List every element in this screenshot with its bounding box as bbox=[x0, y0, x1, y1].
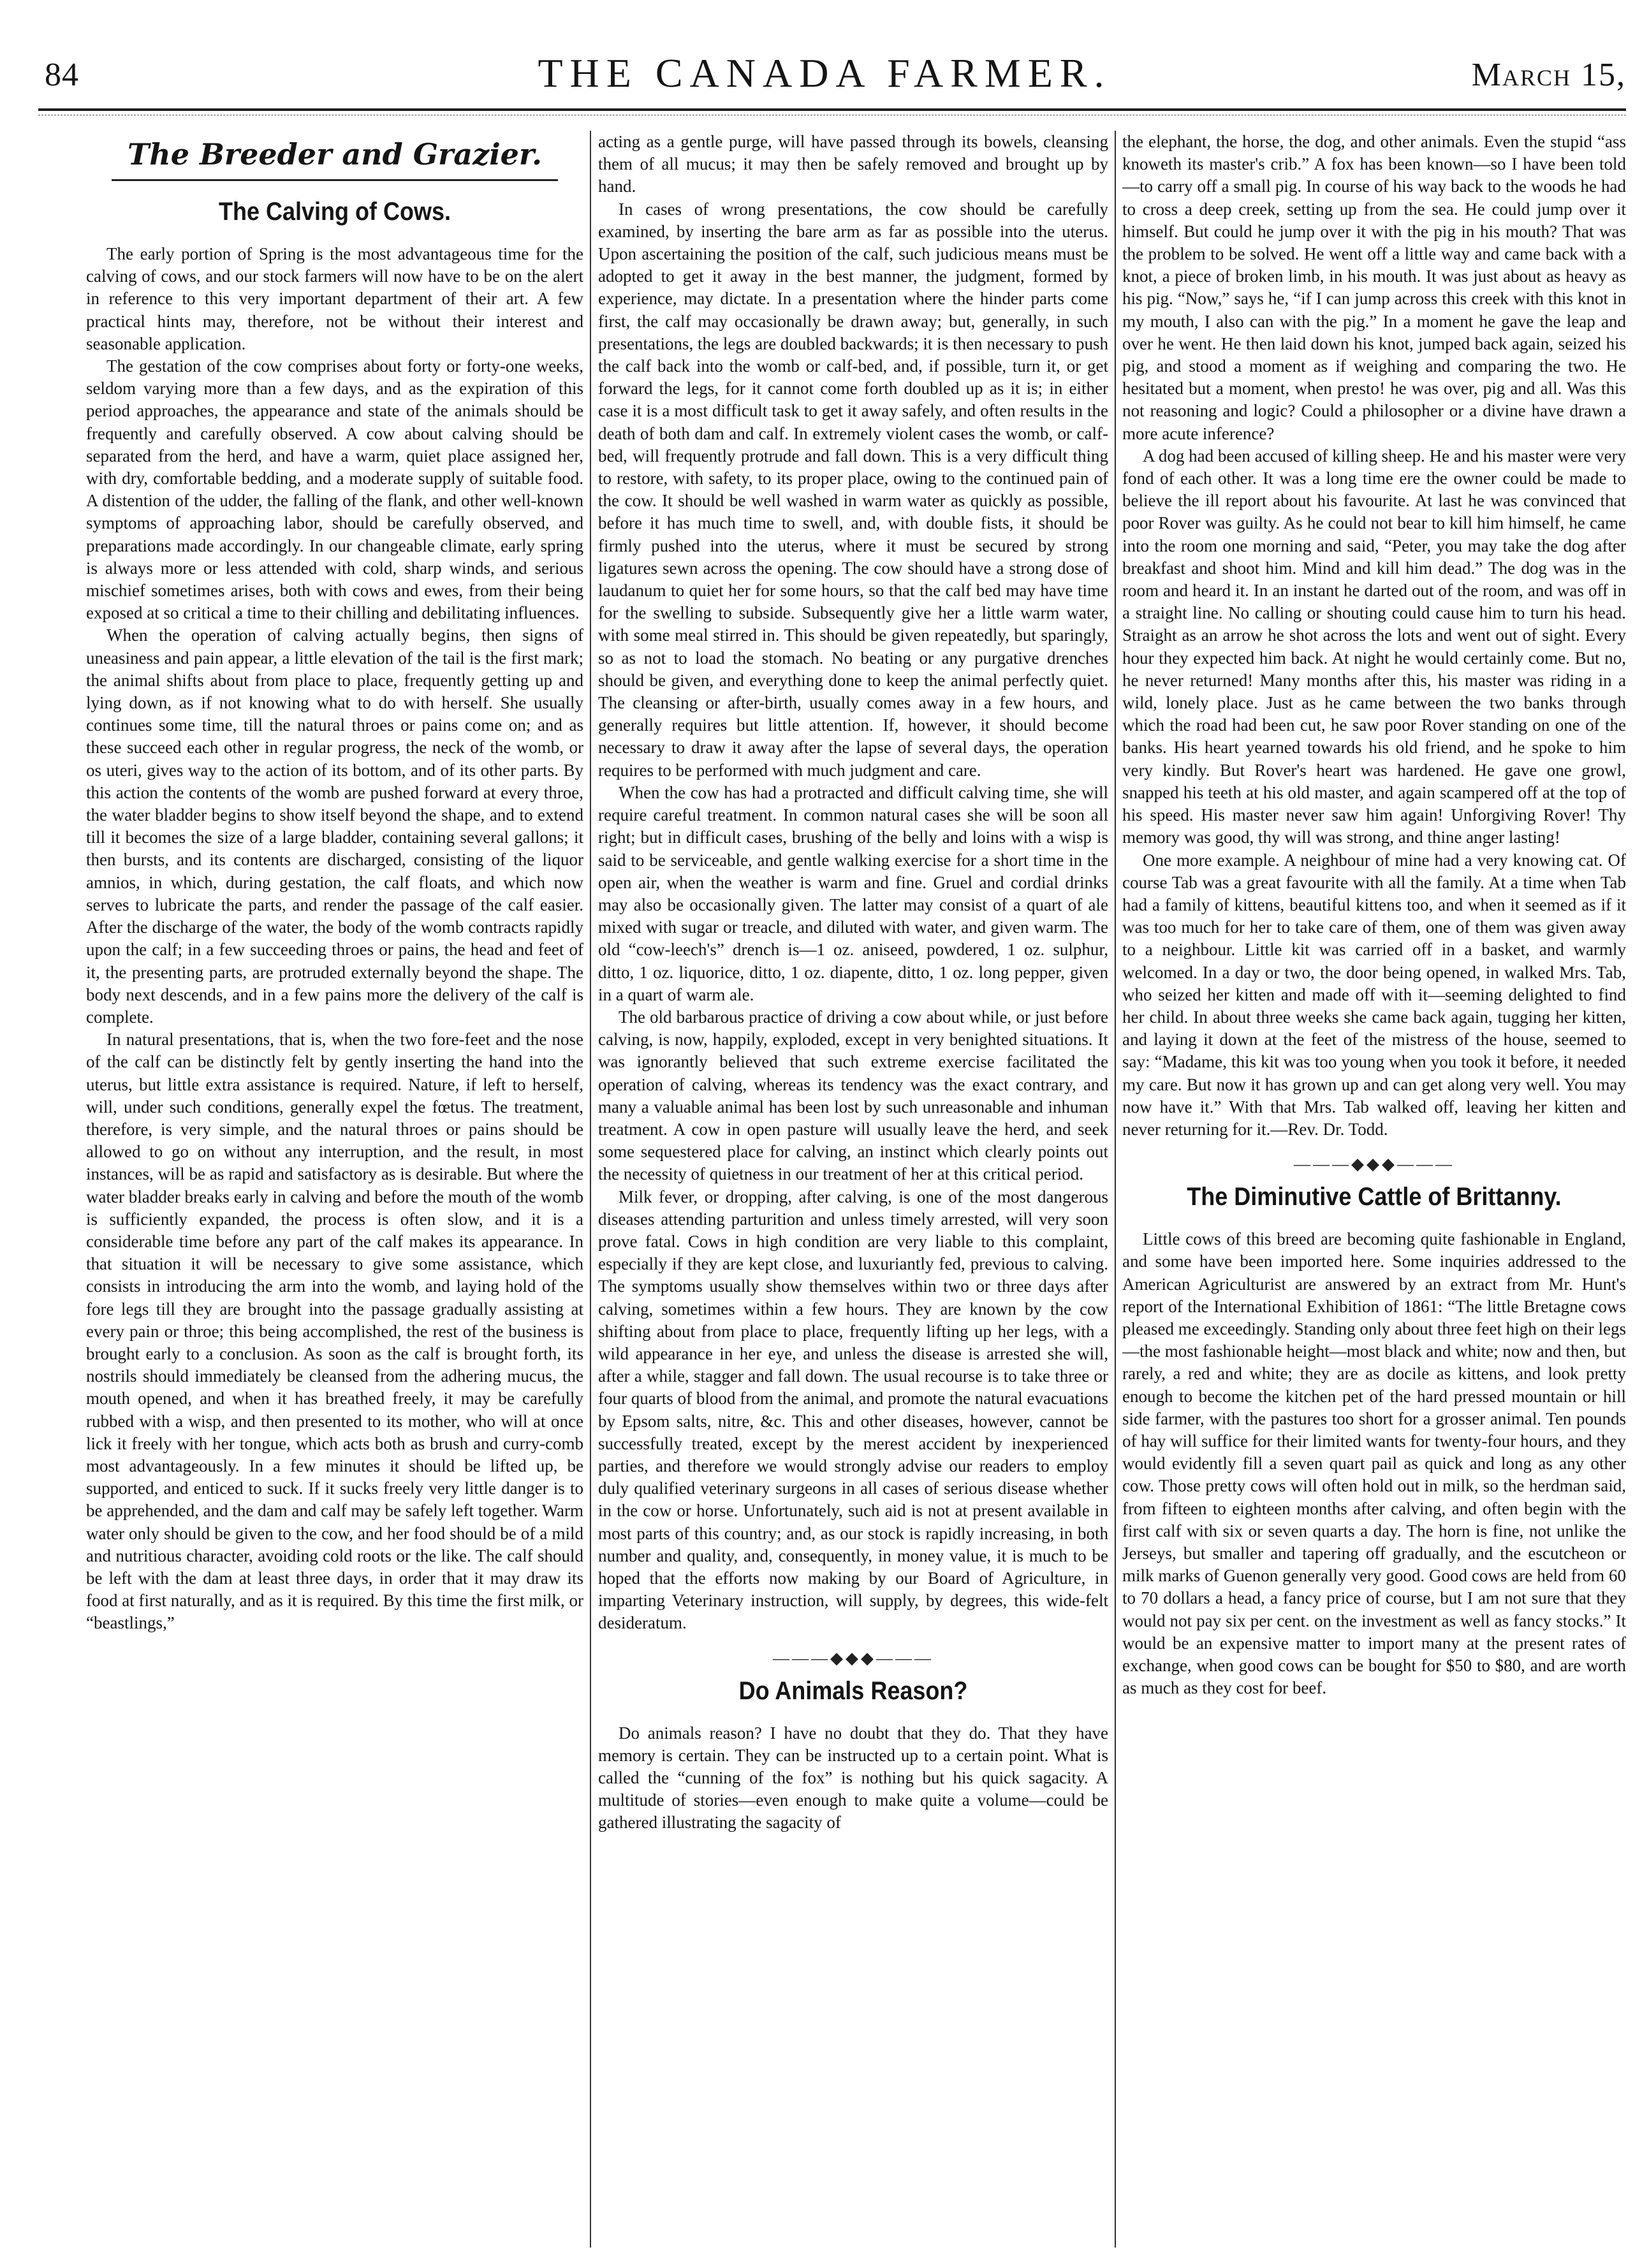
section-ornament: ———◆◆◆——— bbox=[773, 1648, 934, 1667]
newspaper-title: THE CANADA FARMER. bbox=[538, 50, 1111, 96]
article-title-animals-reason: Do Animals Reason? bbox=[738, 1676, 968, 1705]
column-3 bbox=[1122, 131, 1626, 2248]
column-divider bbox=[1115, 131, 1116, 2248]
paragraph: In cases of wrong presentations, the cow should be carefully examined, by inserting the bare arm as far as possible into the uterus. Upon ascertaining the position of the calf, such judicious means must be adopted to get it away in the best manner, the judgment, formed by experience, may dictate. In a presentation where the hinder parts come first, the calf may occasionally be drawn away; but, generally, in such presentations, the legs are doubled backwards; it is then necessary to push the calf back into the womb or calf-bed, and, if possible, turn it, or get forward the legs, for it cannot come forth doubled up as it is; in either case it is a most difficult task to get it away safely, and often results in the death of both dam and calf. In extremely violent cases the womb, or calf-bed, will frequently protrude and fall down. This is a very difficult thing to restore, with safety, to its proper place, owing to the continued pain of the cow. It should be well washed in warm water as quickly as possible, before it has much time to swell, and, with double fists, it should be firmly pushed into the uterus, where it must be secured by strong ligatures sewn across the opening. The cow should have a strong dose of laudanum to quiet her for some hours, so that the calf bed may have time for the swelling to subside. Subsequently give her a little warm water, with some meal stirred in. This should be given repeatedly, but sparingly, so as not to load the stomach. No beating or any purgative drenches should be given, and everything done to keep the animal perfectly quiet. The cleansing or after-birth, usually comes away in a few hours, and generally requires but little attention. If, however, it should become necessary to draw it away after the lapse of several days, the operation requires to be performed with much judgment and care. bbox=[598, 199, 1108, 780]
column-divider bbox=[590, 131, 591, 2248]
paragraph: the elephant, the horse, the dog, and other animals. Even the stupid “ass knoweth its master's crib.” A fox has been known—so I have been told—to carry off a small pig. In course of his way back to the woods he had to cross a deep creek, setting up from the sea. He could jump over it himself. But could he jump over it with the pig in his mouth? That was the problem to be solved. He went off a little way and came back with a knot, a piece of broken limb, in his mouth. It was just about as heavy as his pig. “Now,” says he, “if I can jump across this creek with this knot in my mouth, I also can with the pig.” In a moment he gave the leap and over he went. He then laid down his knot, jumped back again, seized his pig, and stood a moment as if weighing and comparing the two. He hesitated but a moment, when presto! he was over, pig and all. Was this not reasoning and logic? Could a philosopher or a divine have drawn a more acute inference? bbox=[1122, 132, 1626, 443]
paragraph: Do animals reason? I have no doubt that they do. That they have memory is certain. They can be instructed up to a certain point. What is called the “cunning of the fox” is nothing but his quick sagacity. A multitude of stories—even enough to make quite a volume—could be gathered illustrating the sagacity of bbox=[598, 1723, 1108, 1833]
paragraph: In natural presentations, that is, when the two fore-feet and the nose of the calf can be distinctly felt by gently inserting the hand into the uterus, but little extra assistance is required. Nature, if left to herself, will, under such conditions, generally expel the fœtus. The treatment, therefore, is very simple, and the natural throes or pains should be allowed to go on without any interruption, and the result, in most instances, will be as rapid and satisfactory as is desirable. But where the water bladder breaks early in calving and before the mouth of the womb is sufficiently expanded, the process is often slow, and it is a considerable time before any part of the calf makes its appearance. In that situation it will be necessary to give some assistance, which consists in introducing the arm into the womb, and laying hold of the fore legs till they are brought into the passage gradually assisting at every pain or throe; this being accomplished, the rest of the business is brought early to a conclusion. As soon as the calf is brought forth, its nostrils should immediately be cleansed from the adhering mucus, the mouth opened, and when it has breathed freely, it may be carefully rubbed with a wisp, and then presented to its mother, who will at once lick it freely with her tongue, which acts both as brush and curry-comb most advantageously. In a few minutes it should be lifted up, be supported, and enticed to suck. If it sucks freely very little danger is to be apprehended, and the dam and calf may be safely left together. Warm water only should be given to the cow, and her food should be of a mild and nutritious character, avoiding cold roots or the like. The calf should be left with the dam at least three days, in order that it may draw its food at first naturally, and as it is required. By this time the first milk, or “beastlings,” bbox=[86, 1030, 583, 1633]
paragraph: Little cows of this breed are becoming quite fashionable in England, and some have been imported here. Some inquiries addressed to the American Agriculturist are answered by an extract from Mr. Hunt's report of the International Exhibition of 1861: “The little Bretagne cows pleased me exceedingly. Standing only about three feet high on their legs—the most fashionable height—most black and white; now and then, but rarely, a red and white; they are as docile as kittens, and look pretty enough to become the kitchen pet of the hard pressed mountain or hill side farmer, with the pastures too short for a grosser animal. Ten pounds of hay will suffice for their limited wants for twenty-four hours, and they would evidently fill a seven quart pail as quick and long as any other cow. Those pretty cows will often hold out in milk, so the herdman said, from fifteen to eighteen months after calving, and often begin with the first calf with six or seven quarts a day. The horn is fine, not unlike the Jerseys, but smaller and tapering off gradually, and the escutcheon or milk marks of Guenon generally very good. Good cows are held from 60 to 70 dollars a head, a fancy price of course, but I am not sure that they would not pay six per cent. on the investment as well as fancy stocks.” It would be an expensive matter to import many at the present rates of exchange, when good cows can be bought for $50 to $80, and are worth as much as they cost for beef. bbox=[1122, 1229, 1626, 1698]
paragraph: The early portion of Spring is the most advantageous time for the calving of cows, and our stock farmers will now have to be on the alert in reference to this very important department of their art. A few practical hints may, therefore, not be without their interest and seasonable application. bbox=[86, 244, 583, 353]
paragraph: When the cow has had a protracted and difficult calving time, she will require careful treatment. In common natural cases she will be soon all right; but in difficult cases, brushing of the belly and loins with a wisp is said to be serviceable, and gentle walking exercise for a short time in the open air, when the weather is warm and fine. Gruel and cordial drinks may also be occasionally given. The latter may consist of a quart of ale mixed with sugar or treacle, and diluted with water, and given warm. The old “cow-leech's” drench is—1 oz. aniseed, powdered, 1 oz. sulphur, ditto, 1 oz. liquorice, ditto, 1 oz. diapente, ditto, 1 oz. long pepper, given in a quart of warm ale. bbox=[598, 782, 1108, 1004]
paragraph: When the operation of calving actually begins, then signs of uneasiness and pain appear, a little elevation of the tail is the first mark; the animal shifts about from place to place, frequently getting up and lying down, as if not knowing what to do with herself. She usually continues some time, till the natural throes or pains come on; and as these succeed each other in regular progress, the neck of the womb, or os uteri, gives way to the action of its bottom, and of its other parts. By this action the contents of the womb are pushed forward at every throe, the water bladder begins to show itself beyond the shape, and to extend till it becomes the size of a large bladder, containing several gallons; it then bursts, and its contents are discharged, consisting of the liquor amnios, in which, during gestation, the calf floats, and which now serves to lubricate the parts, and render the passage of the calf easier. After the discharge of the water, the body of the womb contracts rapidly upon the calf; in a few succeeding throes or pains, the head and feet of it, the presenting parts, are protruded externally beyond the shape. The body next descends, and in a few pains more the delivery of the calf is complete. bbox=[86, 626, 583, 1027]
paragraph: acting as a gentle purge, will have passed through its bowels, cleansing them of all mucus; it may then be safely removed and brought up by hand. bbox=[598, 132, 1108, 196]
department-heading: The Breeder and Grazier. bbox=[128, 137, 542, 172]
paragraph: The gestation of the cow comprises about forty or forty-one weeks, seldom varying more than a few days, and as the expiration of this period approaches, the appearance and state of the animals should be frequently and carefully observed. A cow about calving should be separated from the herd, and have a warm, quiet place assigned her, with dry, comfortable bedding, and a moderate supply of suitable food. A distention of the udder, the falling of the flank, and other well-known symptoms of approaching labor, should be carefully observed, and preparations made accordingly. In our changeable climate, early spring is always more or less attended with cold, sharp winds, and serious mischief sometimes arises, both with cows and ewes, from their being exposed at so critical a time to their chilling and debilitating influences. bbox=[86, 356, 583, 623]
section-ornament: ———◆◆◆——— bbox=[1294, 1155, 1455, 1174]
article-title-calving: The Calving of Cows. bbox=[218, 198, 451, 226]
masthead bbox=[0, 0, 1649, 137]
paragraph: Milk fever, or dropping, after calving, is one of the most dangerous diseases attending parturition and unless timely arrested, will very soon prove fatal. Cows in high condition are very liable to this complaint, especially if they are kept close, and luxuriantly fed, previous to calving. The symptoms usually show themselves within two or three days after calving, sometimes within a few hours. They are known by the cow shifting about from place to place, frequently lifting up her legs, with a wild appearance in her eye, and unless the disease is arrested she will, after a while, stagger and fall down. The usual recourse is to take three or four quarts of blood from the animal, and promote the natural evacuations by Epsom salts, nitre, &c. This and other diseases, however, cannot be successfully treated, except by the merest accident by inexperienced parties, and therefore we would strongly advise our readers to employ duly qualified veterinary surgeons in all cases of serious disease whether in the cow or horse. Unfortunately, such aid is not at present available in most parts of this country; and, as our stock is rapidly increasing, in both number and quality, and, consequently, in money value, it is much to be hoped that the efforts now making by our Board of Agriculture, in imparting Veterinary instruction, will supply, by degrees, this wide-felt desideratum. bbox=[598, 1187, 1108, 1633]
article-title-brittany-cattle: The Diminutive Cattle of Brittanny. bbox=[1187, 1183, 1562, 1211]
issue-date: March 15, bbox=[1471, 57, 1626, 93]
paragraph: A dog had been accused of killing sheep. He and his master were very fond of each other. It was a long time ere the owner could be made to believe the ill report about his favourite. At last he was convinced that poor Rover was guilty. As he could not bear to kill him himself, he came into the room one morning and said, “Peter, you may take the dog after breakfast and shoot him. Mind and kill him dead.” The dog was in the room and heard it. In an instant he darted out of the room, and was off in a straight line. No calling or shouting could cause him to turn his head. Straight as an arrow he shot across the lots and went out of sight. Every hour they expected him back. At night he would certainly come. But no, he never returned! Many months after this, his master was riding in a wild, lonely place. Just as he came between the two banks through which the road had been cut, he saw poor Rover standing on one of the banks. His heart yearned towards his old friend, and he spoke to him very kindly. But Rover's heart was hardened. He gave one growl, snapped his teeth at his old master, and again scampered off at the top of his speed. His master never saw him again! Unforgiving Rover! Thy memory was good, thy will was strong, and thine anger lasting! bbox=[1122, 446, 1626, 847]
department-rule bbox=[112, 179, 558, 181]
paragraph: The old barbarous practice of driving a cow about while, or just before calving, is now, happily, exploded, except in very benighted situations. It was ignorantly believed that such extreme exercise facilitated the operation of calving, whereas its tendency was the exact contrary, and many a valuable animal has been lost by such unreasonable and inhuman treatment. A cow in open pasture will usually leave the herd, and seek some sequestered place for calving, an instinct which clearly points out the necessity of quietness in our treatment of her at this critical period. bbox=[598, 1007, 1108, 1184]
masthead-rule bbox=[38, 108, 1626, 111]
column-1 bbox=[86, 131, 583, 2248]
page-number: 84 bbox=[45, 57, 79, 93]
paragraph: One more example. A neighbour of mine had a very knowing cat. Of course Tab was a great favourite with all the family. At a time when Tab had a family of kittens, beautiful kittens too, and when it seemed as if it was too much for her to take care of them, one of them was given away to a neighbour. Little kit was carried off in a basket, and warmly welcomed. In a day or two, the door being opened, in walked Mrs. Tab, who seized her kitten and made off with it—seeming delighted to find her child. In about three weeks she came back again, tugging her kitten, and laying it down at the feet of the mistress of the house, seemed to say: “Madame, this kit was too young when you took it before, it needed my care. But now it has grown up and can get along very well. You may now have it.” With that Mrs. Tab walked off, leaving her kitten and never returning for it.—Rev. Dr. Todd. bbox=[1122, 850, 1626, 1139]
column-2 bbox=[598, 131, 1108, 2248]
